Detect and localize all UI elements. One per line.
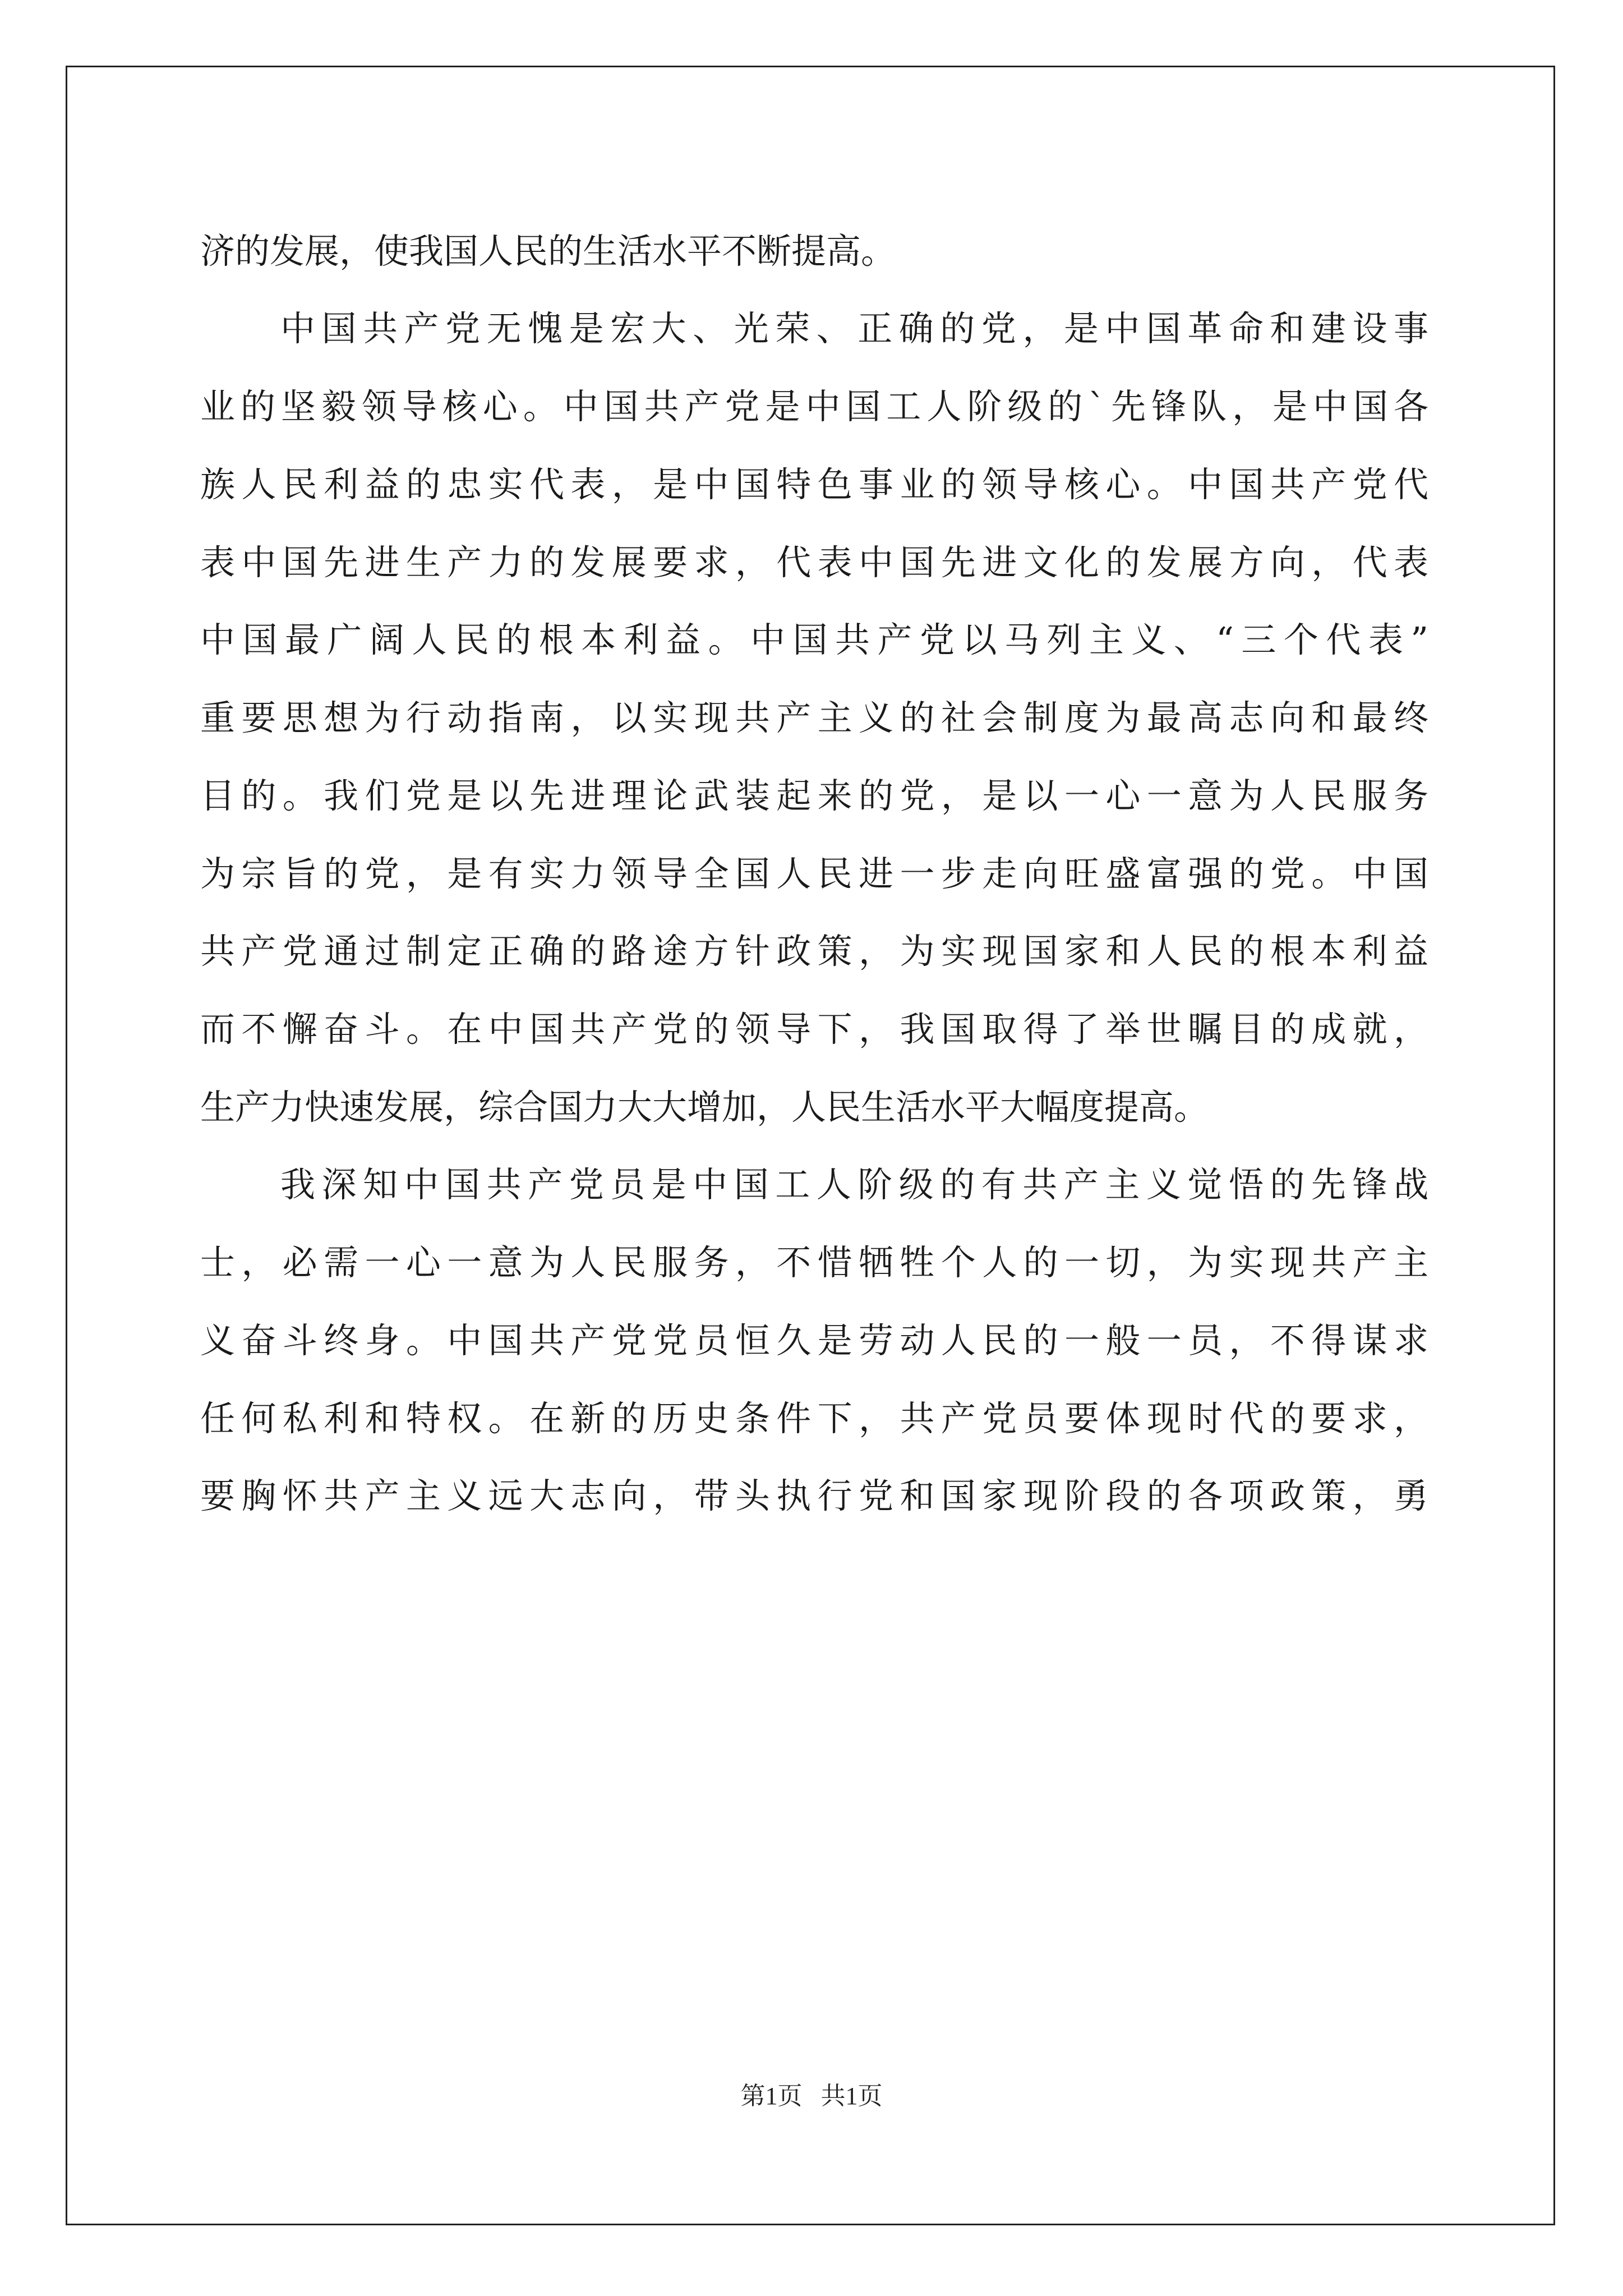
text-line: 业的坚毅领导核心。中国共产党是中国工人阶级的`先锋队，是中国各 [200, 386, 1428, 427]
text-line: 目的。我们党是以先进理论武装起来的党，是以一心一意为人民服务 [200, 775, 1428, 816]
text-line: 表中国先进生产力的发展要求，代表中国先进文化的发展方向，代表 [200, 542, 1428, 583]
text-line: 族人民利益的忠实代表，是中国特色事业的领导核心。中国共产党代 [200, 464, 1428, 505]
text-line: 任何私利和特权。在新的历史条件下，共产党员要体现时代的要求， [200, 1398, 1428, 1439]
text-line: 义奋斗终身。中国共产党党员恒久是劳动人民的一般一员，不得谋求 [200, 1320, 1428, 1361]
text-line: 要胸怀共产主义远大志向，带头执行党和国家现阶段的各项政策，勇 [200, 1475, 1428, 1516]
text-line: 生产力快速发展，综合国力大大增加，人民生活水平大幅度提高。 [200, 1087, 1209, 1128]
text-line: 为宗旨的党，是有实力领导全国人民进一步走向旺盛富强的党。中国 [200, 853, 1428, 894]
text-line: 重要思想为行动指南，以实现共产主义的社会制度为最高志向和最终 [200, 697, 1428, 738]
paragraph-first-line: 中国共产党无愧是宏大、光荣、正确的党，是中国革命和建设事 [280, 308, 1428, 349]
text-line: 中国最广阔人民的根本利益。中国共产党以马列主义、“三个代表” [200, 619, 1428, 660]
paragraph-first-line: 我深知中国共产党员是中国工人阶级的有共产主义觉悟的先锋战 [280, 1164, 1428, 1205]
text-line: 士，必需一心一意为人民服务，不惜牺牲个人的一切，为实现共产主 [200, 1242, 1428, 1283]
page-number-footer: 第1页 共1页 [740, 2082, 883, 2110]
text-line: 而不懈奋斗。在中国共产党的领导下，我国取得了举世瞩目的成就， [200, 1009, 1428, 1050]
text-line: 济的发展，使我国人民的生活水平不断提高。 [200, 231, 896, 272]
text-line: 共产党通过制定正确的路途方针政策，为实现国家和人民的根本利益 [200, 931, 1428, 972]
